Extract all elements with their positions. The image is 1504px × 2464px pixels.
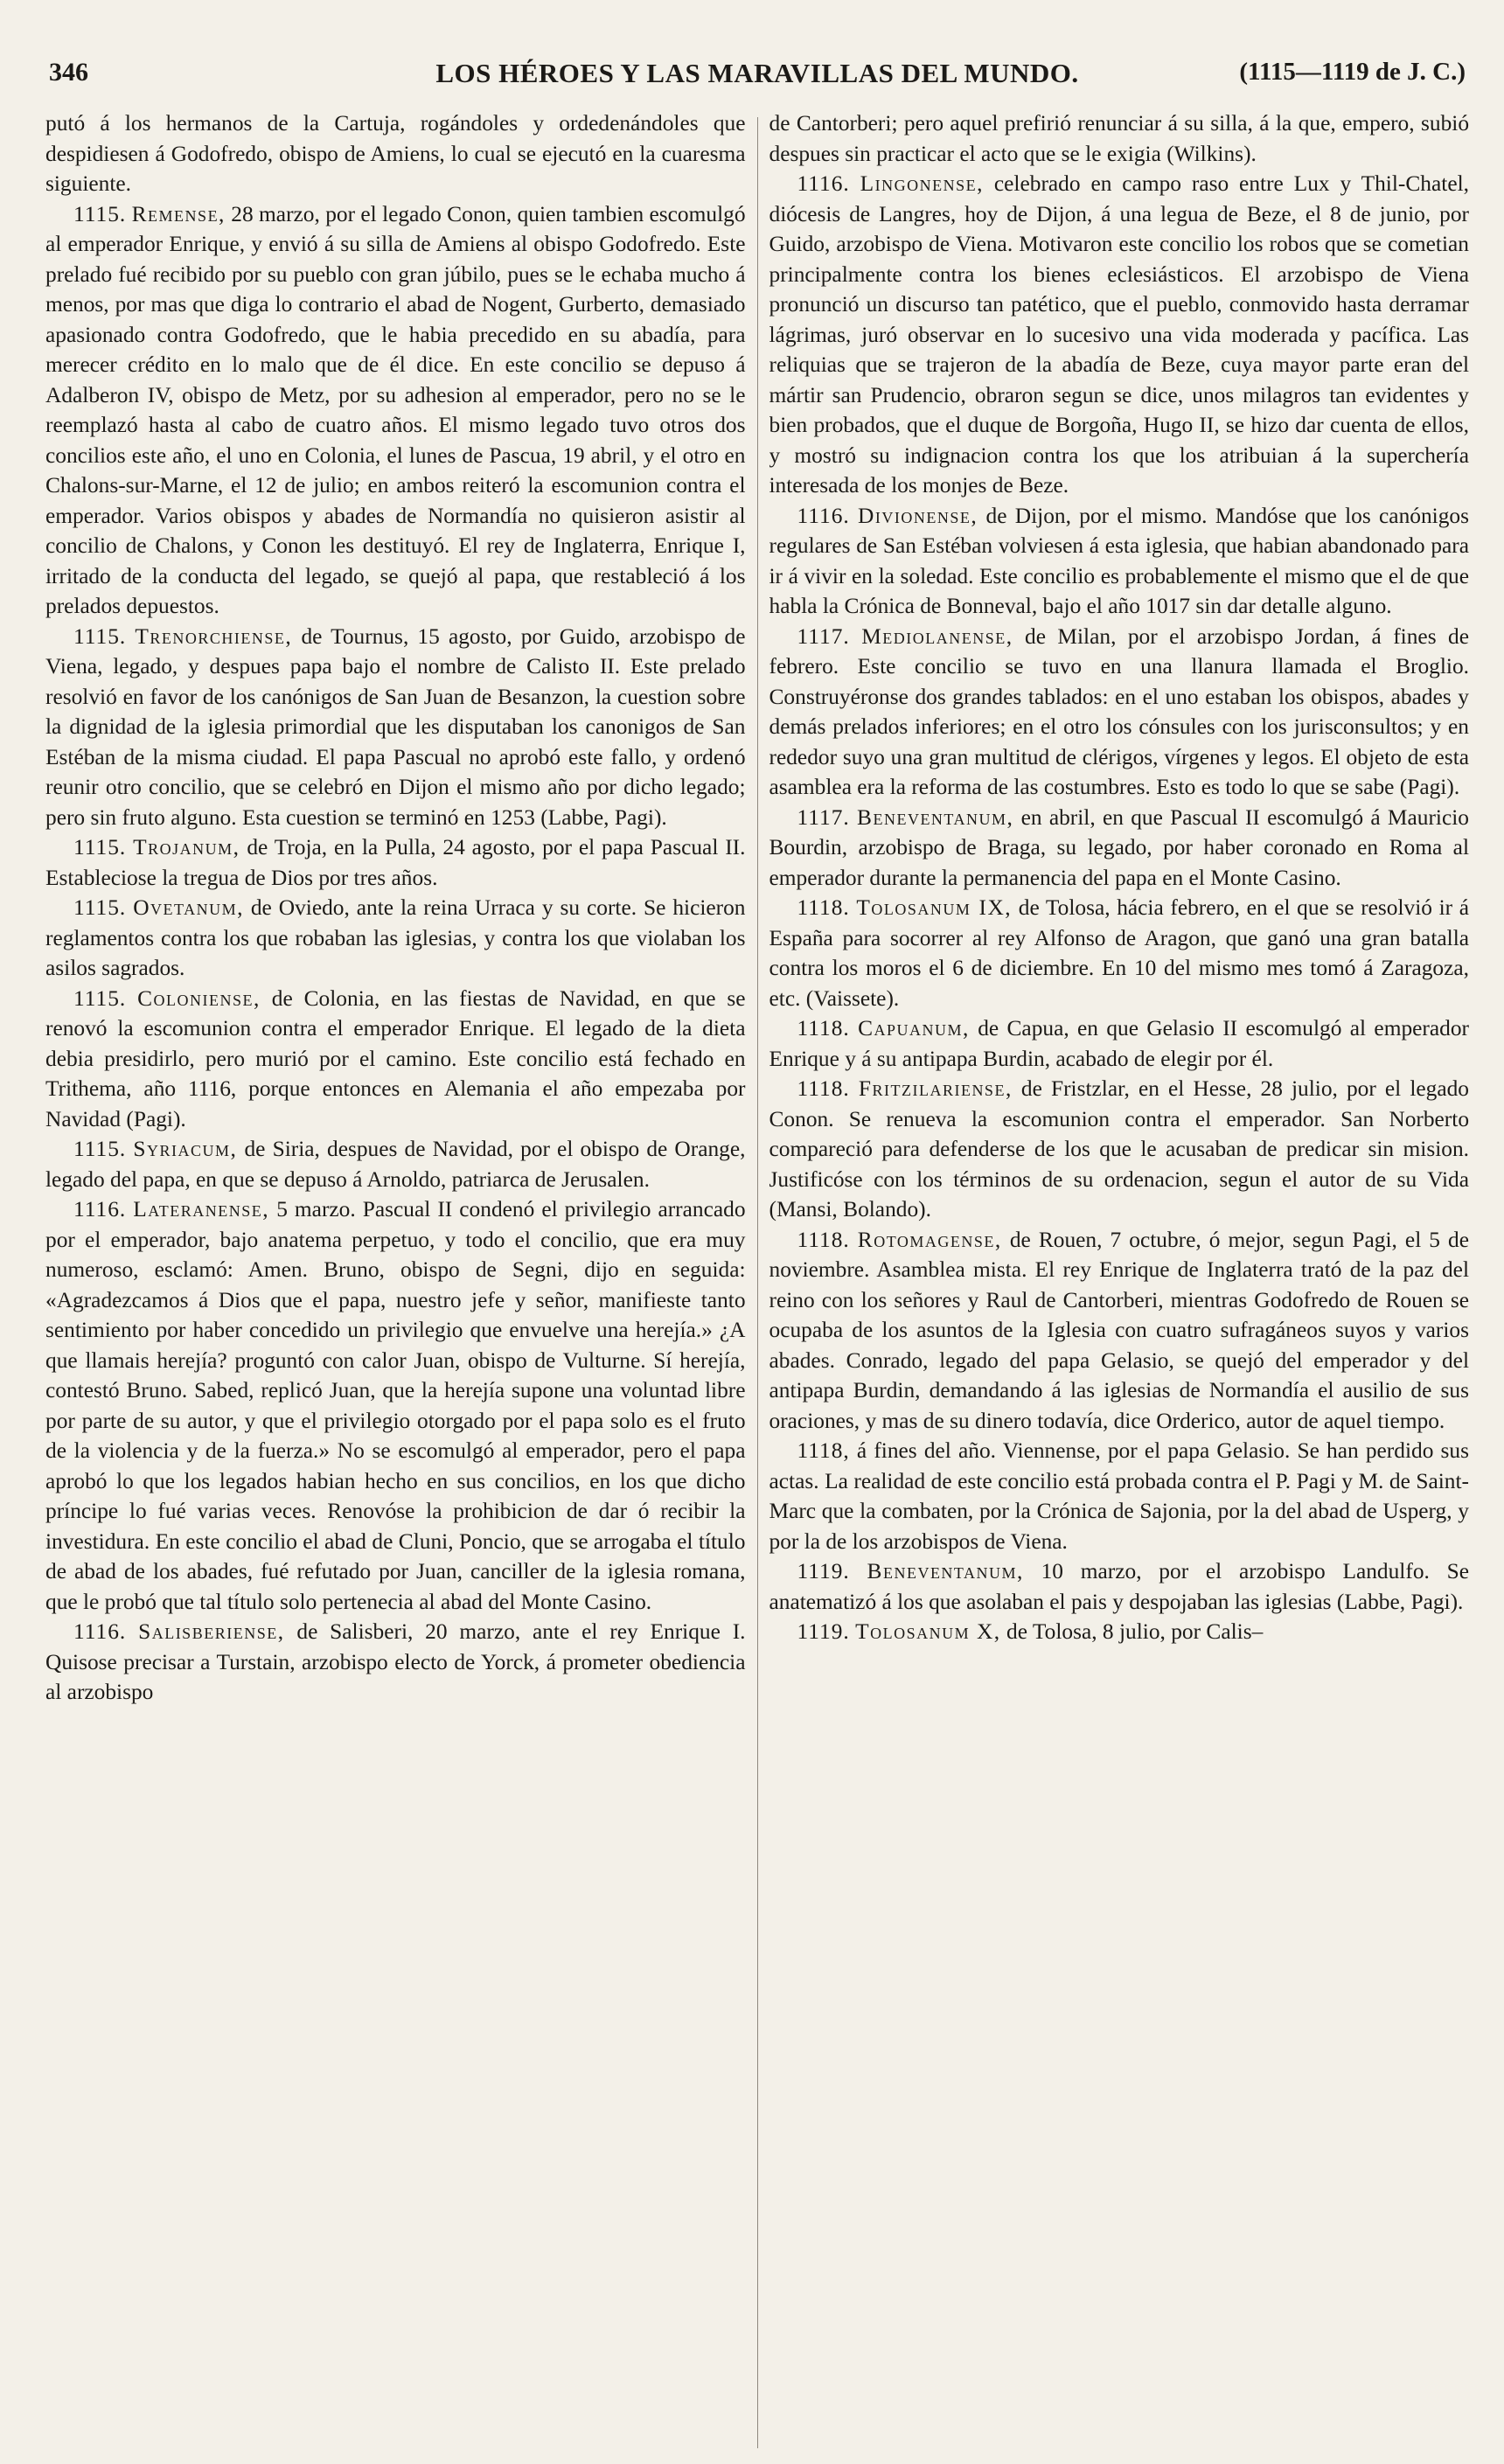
- page-number: 346: [49, 58, 88, 87]
- council-entry: [769, 108, 1470, 169]
- entry-year: 1115.: [73, 985, 127, 1011]
- council-name: Lingonense,: [860, 171, 984, 196]
- entry-text: de Capua, en que Gelasio II escomulgó al emperador Enrique y á su antipapa Burdin, acabado de elegir por él.: [769, 1016, 1469, 1071]
- council-entry: [45, 108, 746, 199]
- council-entry: [45, 893, 746, 984]
- council-entry: [769, 893, 1470, 1013]
- entry-year: 1115.: [73, 201, 127, 226]
- entry-year: 1116.: [797, 503, 850, 528]
- entry-text: á fines del año. Viennense, por el papa Gelasio. Se han perdido sus actas. La realidad de este concilio está probada contra el P. Pagi y M. de Saint-Marc que la combaten, por la Crónica de Sajonia, por la del abad de Usperg, y por la de los arzobispos de Viena.: [769, 1438, 1470, 1554]
- council-name: Divionense,: [858, 503, 978, 528]
- entry-text: de Cantorberi; pero aquel prefirió renunciar á su silla, á la que, empero, subió despues sin practicar el acto que se le exigia (Wilkins).: [769, 111, 1470, 166]
- entry-text: 5 marzo. Pascual II condenó el privilegio arrancado por el emperador, bajo anatema perpetuo, y todo el concilio, que era muy numeroso, esclamó: Amen. Bruno, obispo de Segni, dijo en seguida: «Agradezcamos á Dios que el papa, nuestro jefe y señor, manifieste tanto sentimiento por haber concedido un privilegio que envuelve una herejía.» ¿A que llamais herejía? proguntó con calor Juan, obispo de Vulturne. Sí herejía, contestó Bruno. Sabed, replicó Juan, que la herejía supone una voluntad libre por parte de su autor, y que el privilegio otorgado por el papa solo es el fruto de la violencia y de la fuerza.» No se escomulgó al emperador, pero el papa aprobó lo que los legados habian hecho en sus concilios, en los que dicho príncipe lo fué varias veces. Renovóse la prohibicion de dar ó recibir la investidura. En este concilio el abad de Cluni, Poncio, que se arrogaba el título de abad de los abades, fué refutado por Juan, canciller de la iglesia romana, que le probó que tal título solo pertenecia al abad del Monte Casino.: [45, 1197, 746, 1614]
- council-entry: [769, 1436, 1470, 1556]
- entry-text: de Rouen, 7 octubre, ó mejor, segun Pagi, el 5 de noviembre. Asamblea mista. El rey Enrique de Inglaterra trató de la paz del reino con los señores y Raul de Cantorberi, mientras Godofredo de Rouen se ocupaba de los asuntos de la Iglesia con cuatro sufragáneos suyos y varios abades. Conrado, legado del papa Gelasio, se quejó del emperador y del antipapa Burdin, demandando á las iglesias de Normandía el ausilio de sus oraciones, y mas de su dinero todavía, dice Orderico, autor de aquel tiempo.: [769, 1227, 1470, 1433]
- entry-text: de Oviedo, ante la reina Urraca y su corte. Se hicieron reglamentos contra los que robaban las iglesias, y contra los que violaban los asilos sagrados.: [45, 895, 746, 980]
- entry-text: de Troja, en la Pulla, 24 agosto, por el papa Pascual II. Estableciose la tregua de Dios por tres años.: [45, 835, 746, 890]
- entry-year: 1118.: [797, 1227, 850, 1252]
- council-name: Mediolanense,: [861, 623, 1013, 649]
- council-name: Tolosanum X,: [855, 1619, 1001, 1644]
- council-entry: [769, 1074, 1470, 1225]
- council-name: Rotomagense,: [857, 1227, 1002, 1252]
- entry-text: putó á los hermanos de la Cartuja, rogándoles y ordedenándoles que despidiesen á Godofredo, obispo de Amiens, lo cual se ejecutó en la cuaresma siguiente.: [45, 111, 746, 196]
- right-column: [769, 108, 1470, 2448]
- council-entry: [45, 622, 746, 833]
- council-name: Fritzilariense,: [858, 1076, 1013, 1101]
- council-entry: [45, 984, 746, 1135]
- entry-text: de Salisberi, 20 marzo, ante el rey Enrique I. Quisose precisar a Turstain, arzobispo electo de Yorck, á prometer obediencia al arzobispo: [45, 1619, 746, 1704]
- entry-text: celebrado en campo raso entre Lux y Thil-Chatel, diócesis de Langres, hoy de Dijon, á una legua de Beze, el 8 de junio, por Guido, arzobispo de Viena. Motivaron este concilio los robos que se cometian principalmente contra los bienes eclesiásticos. El arzobispo de Viena pronunció un discurso tan patético, que el pueblo, conmovido hasta derramar lágrimas, juró observar en lo sucesivo una vida moderada y pacífica. Las reliquias que se trajeron de la abadía de Beze, cuya mayor parte eran del mártir san Prudencio, obraron segun se dice, unos milagros tan evidentes y bien probados, que el duque de Borgoña, Hugo II, se hizo dar cuenta de ellos, y mostró su indignacion contra los que los atribuian á la superchería interesada de los monjes de Beze.: [769, 171, 1470, 498]
- council-entry: [769, 1013, 1470, 1074]
- date-range: (1115—1119 de J. C.): [1239, 58, 1466, 86]
- council-name: Tolosanum IX,: [856, 895, 1013, 920]
- running-title: LOS HÉROES Y LAS MARAVILLAS DEL MUNDO.: [435, 58, 1079, 88]
- council-entry: [769, 169, 1470, 501]
- entry-text: de Tolosa, hácia febrero, en el que se resolvió ir á España para socorrer al rey Alfonso de Aragon, que ganó una gran batalla contra los moros el 6 de diciembre. En 10 del mismo mes tomó á Zaragoza, etc. (Vaissete).: [769, 895, 1470, 1011]
- left-column: [45, 108, 746, 2448]
- council-name: Trojanum,: [133, 835, 240, 860]
- entry-text: de Milan, por el arzobispo Jordan, á fines de febrero. Este concilio se tuvo en una llanura llamada el Broglio. Construyéronse dos grandes tablados: en el uno estaban los obispos, abades y demás prelados inferiores; en el otro los cónsules con los jurisconsultos; y en rededor suyo una gran multitud de clérigos, vírgenes y legos. El objeto de esta asamblea era la reforma de las costumbres. Esto es todo lo que se sabe (Pagi).: [769, 623, 1470, 799]
- council-entry: [45, 199, 746, 622]
- council-entry: [45, 832, 746, 893]
- entry-year: 1116.: [797, 171, 850, 196]
- entry-year: 1118.: [797, 1016, 850, 1041]
- entry-year: 1115.: [73, 623, 127, 649]
- council-entry: [45, 1617, 746, 1708]
- council-name: Capuanum,: [858, 1016, 970, 1041]
- entry-year: 1118.: [797, 895, 850, 920]
- entry-text: de Colonia, en las fiestas de Navidad, en que se renovó la escomunion contra el emperador Enrique. El legado de la dieta debia presidirlo, pero murió por el camino. Este concilio está fechado en Trithema, año 1116, porque entonces en Alemania el año empezaba por Navidad (Pagi).: [45, 985, 746, 1131]
- council-name: Trenorchiense,: [135, 623, 293, 649]
- entry-year: 1118,: [797, 1438, 850, 1463]
- column-divider: [757, 117, 758, 2448]
- entry-text: 10 marzo, por el arzobispo Landulfo. Se anatematizó á los que asolaban el pais y despojaban las iglesias (Labbe, Pagi).: [769, 1559, 1470, 1614]
- council-name: Beneventanum,: [857, 804, 1014, 830]
- entry-text: de Dijon, por el mismo. Mandóse que los canónigos regulares de San Estéban volviesen á esta iglesia, que habian abandonado para ir á vivir en la soledad. Este concilio es probablemente el mismo que el de que habla la Crónica de Bonneval, bajo el año 1017 sin dar detalle alguno.: [769, 503, 1470, 618]
- council-entry: [45, 1194, 746, 1617]
- entry-year: 1118.: [797, 1076, 850, 1101]
- entry-text: en abril, en que Pascual II escomulgó á Mauricio Bourdin, arzobispo de Braga, su legado, por haber coronado en Roma al emperador durante la permanencia del papa en el Monte Casino.: [769, 804, 1470, 890]
- entry-year: 1115.: [73, 895, 127, 920]
- entry-year: 1115.: [73, 835, 127, 860]
- council-entry: [769, 622, 1470, 803]
- page-header: [49, 58, 1466, 110]
- entry-year: 1119.: [797, 1559, 850, 1584]
- entry-year: 1117.: [797, 804, 850, 830]
- entry-year: 1116.: [73, 1619, 127, 1644]
- entry-year: 1119.: [797, 1619, 850, 1644]
- council-entry: [769, 501, 1470, 622]
- council-name: Salisberiense,: [138, 1619, 285, 1644]
- entry-text: de Tournus, 15 agosto, por Guido, arzobispo de Viena, legado, y despues papa bajo el nombre de Calisto II. Este prelado resolvió en favor de los canónigos de San Juan de Besanzon, la cuestion sobre la dignidad de la iglesia primordial que les disputaban los canonigos de San Estéban de la misma ciudad. El papa Pascual no aprobó este fallo, y ordenó reunir otro concilio, que se celebró en Dijon el mismo año por dicho legado; pero sin fruto alguno. Esta cuestion se terminó en 1253 (Labbe, Pagi).: [45, 623, 746, 830]
- council-entry: [45, 1134, 746, 1194]
- entry-year: 1117.: [797, 623, 850, 649]
- text-columns: [45, 108, 1469, 2448]
- entry-year: 1115.: [73, 1137, 127, 1161]
- entry-text: 28 marzo, por el legado Conon, quien tambien escomulgó al emperador Enrique, y envió á su silla de Amiens al obispo Godofredo. Este prelado fué recibido por su pueblo con gran júbilo, pues se le echaba mucho á menos, por mas que diga lo contrario el abad de Nogent, Gurberto, demasiado apasionado contra Godofredo, que le habia precedido en su abadía, para merecer crédito en lo malo que de él dice. En este concilio se depuso á Adalberon IV, obispo de Metz, por su adhesion al emperador, pero no se le reemplazó hasta al cabo de cuatro años. El mismo legado tuvo otros dos concilios este año, el uno en Colonia, el lunes de Pascua, 19 abril, y el otro en Chalons-sur-Marne, el 12 de julio; en ambos reiteró la escomunion contra el emperador. Varios obispos y abades de Normandía no quisieron asistir al concilio de Chalons, y Conon les destituyó. El rey de Inglaterra, Enrique I, irritado de la conducta del legado, se quejó al papa, que restableció á los prelados depuestos.: [45, 201, 746, 618]
- council-name: Beneventanum,: [867, 1559, 1024, 1584]
- council-entry: [769, 803, 1470, 894]
- entry-text: de Siria, despues de Navidad, por el obispo de Orange, legado del papa, en que se depuso á Arnoldo, patriarca de Jerusalen.: [45, 1137, 746, 1192]
- council-name: Syriacum,: [133, 1137, 238, 1161]
- council-name: Coloniense,: [137, 985, 261, 1011]
- council-name: Ovetanum,: [133, 895, 244, 920]
- entry-text: de Tolosa, 8 julio, por Calis–: [1006, 1619, 1264, 1644]
- entry-year: 1116.: [73, 1197, 127, 1222]
- council-entry: [769, 1225, 1470, 1437]
- council-entry: [769, 1617, 1470, 1647]
- council-entry: [769, 1556, 1470, 1617]
- council-name: Lateranense,: [133, 1197, 270, 1222]
- council-name: Remense,: [131, 201, 226, 226]
- entry-text: de Fristzlar, en el Hesse, 28 julio, por el legado Conon. Se renueva la escomunion contra el emperador. San Norberto compareció para defenderse de los que le acusaban de predicar sin mision. Justificóse con los términos de su ordenacion, segun el autor de su Vida (Mansi, Bolando).: [769, 1076, 1470, 1222]
